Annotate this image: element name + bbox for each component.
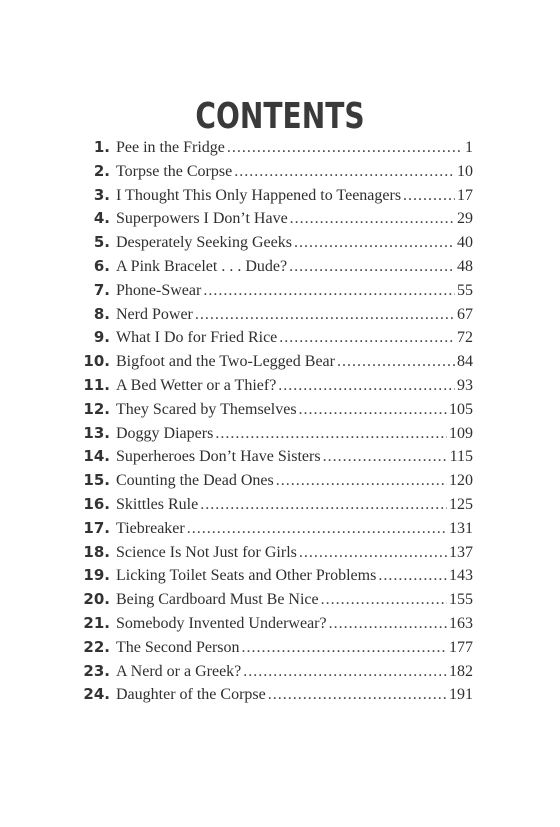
dot-leader — [321, 591, 447, 609]
toc-entry-17[interactable] — [80, 519, 473, 543]
chapter-number: 8. — [93, 304, 110, 323]
page-number: 84 — [457, 353, 473, 371]
chapter-title: A Nerd or a Greek? — [116, 662, 242, 680]
chapter-title: Superpowers I Don’t Have — [116, 210, 288, 228]
chapter-title: Skittles Rule — [116, 495, 199, 513]
dot-leader — [337, 353, 455, 371]
dot-leader — [203, 282, 455, 300]
toc-entry-11[interactable] — [80, 376, 473, 400]
dot-leader — [403, 187, 455, 205]
page-number: 93 — [457, 376, 473, 394]
chapter-title: Being Cardboard Must Be Nice — [116, 591, 319, 609]
dot-leader — [227, 139, 463, 157]
toc-entry-6[interactable] — [80, 257, 473, 281]
chapter-number: 5. — [93, 233, 110, 252]
chapter-title: Counting the Dead Ones — [116, 472, 274, 490]
dot-leader — [299, 544, 447, 562]
chapter-number: 10. — [83, 352, 110, 371]
toc-entry-9[interactable] — [80, 328, 473, 352]
dot-leader — [187, 520, 447, 538]
chapter-title: Bigfoot and the Two-Legged Bear — [116, 353, 335, 371]
chapter-number: 23. — [83, 661, 110, 680]
dot-leader — [215, 425, 447, 443]
chapter-title: Somebody Invented Underwear? — [116, 614, 327, 632]
page-number: 137 — [449, 543, 473, 561]
page-number: 48 — [457, 257, 473, 275]
page-number: 109 — [449, 424, 473, 442]
page-number: 131 — [449, 519, 473, 537]
toc-entry-18[interactable] — [80, 543, 473, 567]
chapter-title: They Scared by Themselves — [116, 400, 297, 418]
toc-entry-3[interactable] — [80, 186, 473, 210]
toc-entry-8[interactable] — [80, 305, 473, 329]
chapter-title: A Bed Wetter or a Thief? — [116, 376, 277, 394]
chapter-number: 19. — [83, 566, 110, 585]
chapter-title: Nerd Power — [116, 305, 193, 323]
chapter-number: 7. — [93, 280, 110, 299]
toc-entry-2[interactable] — [80, 162, 473, 186]
chapter-number: 18. — [83, 542, 110, 561]
chapter-number: 21. — [83, 613, 110, 632]
chapter-number: 20. — [83, 590, 110, 609]
toc-entry-4[interactable] — [80, 209, 473, 233]
page-number: 17 — [457, 186, 473, 204]
toc-entry-14[interactable] — [80, 447, 473, 471]
chapter-title: Phone-Swear — [116, 281, 202, 299]
toc-entry-16[interactable] — [80, 495, 473, 519]
page-number: 55 — [457, 281, 473, 299]
chapter-title: Superheroes Don’t Have Sisters — [116, 448, 321, 466]
dot-leader — [294, 234, 455, 252]
chapter-number: 11. — [83, 375, 110, 394]
toc-entry-7[interactable] — [80, 281, 473, 305]
dot-leader — [242, 639, 447, 657]
page-number: 125 — [449, 495, 473, 513]
chapter-number: 22. — [83, 637, 110, 656]
toc-entry-22[interactable] — [80, 638, 473, 662]
table-of-contents — [80, 138, 473, 709]
chapter-title: Torpse the Corpse — [116, 162, 233, 180]
toc-entry-12[interactable] — [80, 400, 473, 424]
dot-leader — [289, 258, 455, 276]
dot-leader — [268, 686, 447, 704]
chapter-number: 12. — [83, 399, 110, 418]
dot-leader — [279, 329, 455, 347]
page-number: 155 — [449, 591, 473, 609]
toc-entry-5[interactable] — [80, 233, 473, 257]
dot-leader — [195, 306, 455, 324]
chapter-number: 14. — [83, 447, 110, 466]
chapter-number: 9. — [93, 328, 110, 347]
page-number: 72 — [457, 329, 473, 347]
chapter-title: Doggy Diapers — [116, 424, 214, 442]
page-title: CONTENTS — [195, 96, 365, 138]
page-number: 29 — [457, 210, 473, 228]
page-number: 191 — [449, 686, 473, 704]
page-number: 105 — [449, 400, 473, 418]
chapter-number: 3. — [93, 185, 110, 204]
dot-leader — [329, 615, 447, 633]
dot-leader — [243, 663, 447, 681]
dot-leader — [378, 567, 447, 585]
chapter-number: 15. — [83, 471, 110, 490]
dot-leader — [278, 377, 455, 395]
toc-entry-13[interactable] — [80, 424, 473, 448]
chapter-title: Licking Toilet Seats and Other Problems — [116, 567, 377, 585]
toc-entry-20[interactable] — [80, 590, 473, 614]
chapter-title: Daughter of the Corpse — [116, 686, 266, 704]
page-number: 163 — [449, 614, 473, 632]
toc-entry-24[interactable] — [80, 685, 473, 709]
chapter-title: A Pink Bracelet . . . Dude? — [116, 257, 288, 275]
chapter-number: 2. — [93, 161, 110, 180]
toc-entry-15[interactable] — [80, 471, 473, 495]
dot-leader — [234, 163, 455, 181]
dot-leader — [276, 472, 447, 490]
chapter-title: Tiebreaker — [116, 519, 185, 537]
chapter-title: What I Do for Fried Rice — [116, 329, 278, 347]
dot-leader — [200, 496, 447, 514]
chapter-title: Science Is Not Just for Girls — [116, 543, 297, 561]
page-number: 67 — [457, 305, 473, 323]
chapter-title: Pee in the Fridge — [116, 139, 225, 156]
page-number: 1 — [465, 139, 473, 156]
chapter-number: 16. — [83, 494, 110, 513]
chapter-number: 13. — [83, 423, 110, 442]
toc-entry-19[interactable] — [80, 566, 473, 590]
dot-leader — [323, 448, 448, 466]
chapter-title: Desperately Seeking Geeks — [116, 234, 292, 252]
dot-leader — [290, 210, 455, 228]
page-number: 120 — [449, 472, 473, 490]
chapter-number: 6. — [93, 256, 110, 275]
chapter-number: 24. — [83, 685, 110, 704]
chapter-title: I Thought This Only Happened to Teenagers — [116, 186, 402, 204]
toc-entry-10[interactable] — [80, 352, 473, 376]
toc-entry-23[interactable] — [80, 662, 473, 686]
chapter-number: 17. — [83, 518, 110, 537]
page-number: 40 — [457, 234, 473, 252]
page-number: 143 — [449, 567, 473, 585]
chapter-title: The Second Person — [116, 638, 240, 656]
page-number: 182 — [449, 662, 473, 680]
page-number: 10 — [457, 162, 473, 180]
toc-entry-1[interactable] — [80, 138, 473, 162]
dot-leader — [299, 401, 447, 419]
page-number: 177 — [449, 638, 473, 656]
chapter-number: 4. — [93, 209, 110, 228]
chapter-number: 1. — [93, 138, 110, 156]
toc-entry-21[interactable] — [80, 614, 473, 638]
page-number: 115 — [449, 448, 473, 466]
